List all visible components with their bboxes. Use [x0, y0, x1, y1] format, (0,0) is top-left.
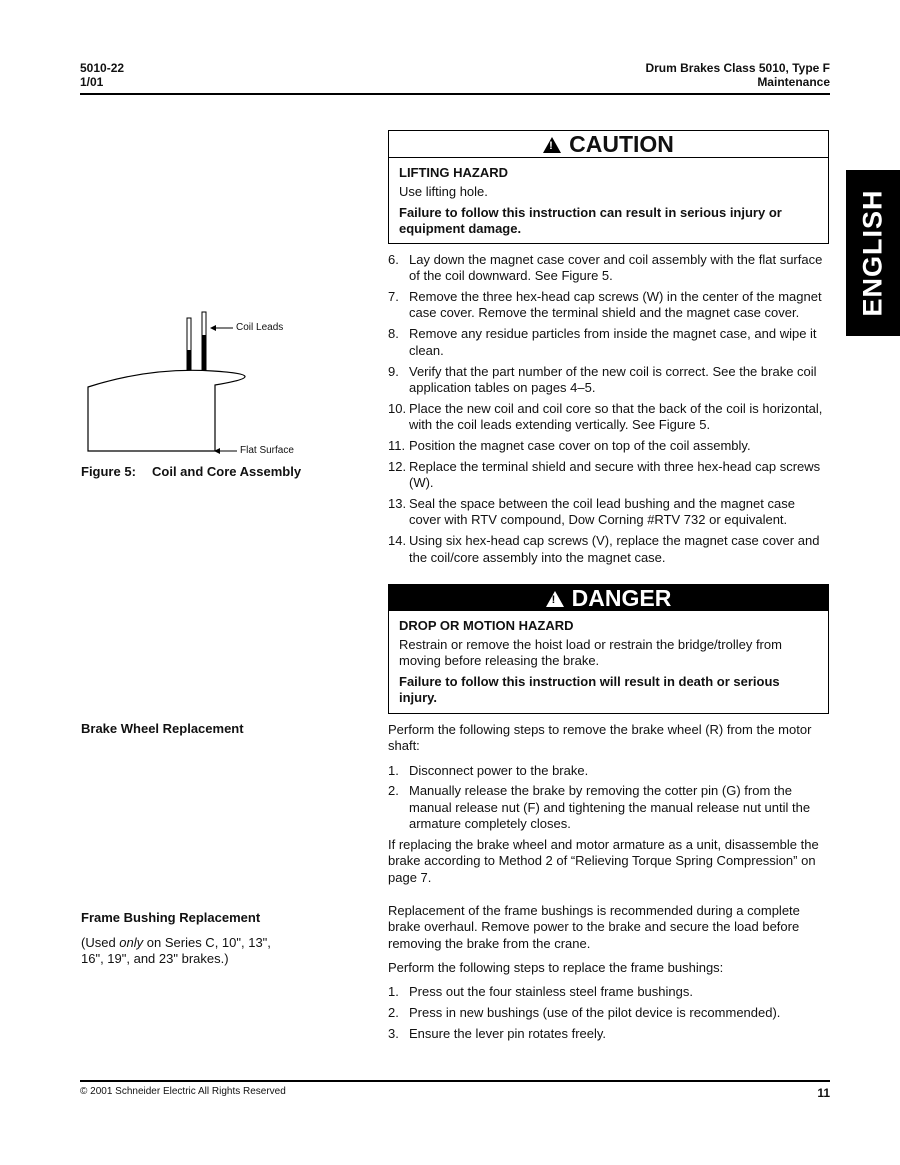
frame-bushing-lead: Perform the following steps to replace the frame bushings:	[388, 959, 724, 975]
list-item: 11. Position the magnet case cover on top of the coil assembly.	[388, 437, 751, 453]
caution-hazard: LIFTING HAZARD	[399, 165, 509, 180]
warning-triangle-icon: !	[543, 137, 561, 153]
danger-consequence: Failure to follow this instruction will result in death or serious injury.	[399, 674, 780, 705]
list-item: 12. Replace the terminal shield and secure with three hex-head cap screws (W).	[388, 458, 821, 491]
list-item: 7. Remove the three hex-head cap screws (W) in the center of the magnet case cover. Remove the terminal shield and the magnet case cover.	[388, 289, 822, 321]
caution-instruction: Use lifting hole.	[399, 184, 488, 199]
document-title: Drum Brakes Class 5010, Type F	[645, 61, 830, 75]
frame-bushing-subheading: (Used only on Series C, 10", 13", 16", 19", and 23" brakes.)	[81, 935, 271, 967]
danger-box	[388, 584, 829, 714]
list-item: 13. Seal the space between the coil lead bushing and the magnet case cover with RTV compound, Dow Corning #RTV 732 or equivalent.	[388, 496, 795, 528]
coil-replacement-steps	[388, 252, 830, 570]
language-tab-label: ENGLISH	[857, 189, 888, 317]
frame-bushing-heading: Frame Bushing Replacement	[81, 910, 261, 925]
danger-hazard: DROP OR MOTION HAZARD	[399, 618, 574, 633]
list-item: 8. Remove any residue particles from inside the magnet case, and wipe it clean.	[388, 326, 817, 358]
figure-caption	[81, 464, 301, 479]
list-item: 2. Press in new bushings (use of the pilot device is recommended).	[388, 1005, 781, 1021]
list-item: 1. Disconnect power to the brake.	[388, 762, 589, 778]
list-item: 10. Place the new coil and coil core so that the back of the coil is horizontal, with the coil leads extending vertically. See Figure 5.	[388, 400, 823, 433]
list-item: 1. Press out the four stainless steel frame bushings.	[388, 984, 693, 1000]
caution-header	[389, 131, 828, 158]
list-item: 6. Lay down the magnet case cover and coil assembly with the flat surface of the coil downward. See Figure 5.	[388, 252, 823, 284]
list-item: 3. Ensure the lever pin rotates freely.	[388, 1025, 607, 1041]
brake-wheel-note: If replacing the brake wheel and motor armature as a unit, disassemble the brake according to Method 2 of “Relieving Torque Spring Compression” on page 7.	[388, 836, 819, 885]
flat-surface-label: Flat Surface	[240, 445, 294, 456]
danger-title: DANGER	[571, 585, 672, 611]
caution-box	[388, 130, 829, 244]
caution-consequence: Failure to follow this instruction can result in serious injury or equipment damage.	[399, 205, 782, 236]
list-item: 9. Verify that the part number of the new coil is correct. See the brake coil application tables on pages 4–5.	[388, 363, 817, 395]
figure-caption-title: Coil and Core Assembly	[152, 464, 302, 479]
footer-rule	[80, 1080, 830, 1082]
caution-title: CAUTION	[569, 131, 674, 157]
copyright: © 2001 Schneider Electric All Rights Reserved	[80, 1086, 286, 1097]
danger-instruction: Restrain or remove the hoist load or restrain the bridge/trolley from moving before releasing the brake.	[399, 637, 782, 668]
document-date: 1/01	[80, 75, 104, 89]
frame-bushing-intro: Replacement of the frame bushings is recommended during a complete brake overhaul. Remove power to the brake and secure the load before removing the brake from the crane.	[388, 903, 800, 951]
document-number: 5010-22	[80, 61, 125, 75]
header-rule	[80, 93, 830, 95]
language-tab	[846, 170, 900, 336]
list-item: 2. Manually release the brake by removing the cotter pin (G) from the manual release nut (F) and tightening the manual release nut until the armature completely closes.	[388, 783, 811, 832]
coil-leads-label: Coil Leads	[236, 322, 284, 333]
figure-caption-number: Figure 5:	[81, 464, 136, 479]
coil-core-figure	[80, 305, 320, 460]
brake-wheel-heading: Brake Wheel Replacement	[81, 721, 244, 736]
list-item: 14. Using six hex-head cap screws (V), replace the magnet case cover and the coil/core assembly into the magnet case.	[388, 533, 820, 565]
section-title: Maintenance	[757, 75, 830, 89]
page-number: 11	[817, 1086, 830, 1100]
brake-wheel-intro: Perform the following steps to remove the brake wheel (R) from the motor shaft:	[388, 722, 812, 754]
frame-bushing-section	[388, 903, 830, 1047]
danger-header	[389, 585, 828, 611]
brake-wheel-section	[388, 722, 830, 886]
warning-triangle-icon: !	[546, 591, 564, 607]
